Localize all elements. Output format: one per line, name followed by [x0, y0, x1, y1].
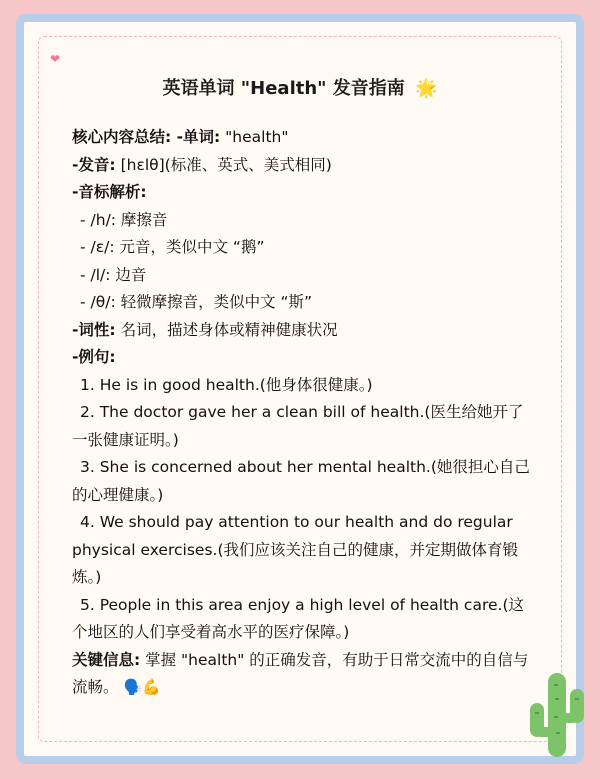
speaking-muscle-icon: 🗣️💪: [123, 678, 161, 696]
pos-label: -词性:: [72, 320, 116, 339]
word-label: -单词:: [171, 128, 221, 146]
title-text: 英语单词 "Health" 发音指南: [162, 78, 405, 99]
content-body: [72, 124, 532, 702]
word-value: "health": [220, 128, 289, 146]
summary-label: 核心内容总结:: [72, 128, 172, 146]
sun-icon: 🌟: [415, 78, 438, 99]
pronunciation-value: [hɛlθ](标准、英式、美式相同): [115, 155, 332, 174]
phonetic-item-l: - /l/: 边音: [80, 265, 147, 284]
heart-icon: ❤: [50, 52, 61, 66]
pos-line: [72, 317, 532, 345]
example-4: 4. We should pay attention to our health and do regular physical exercises.(我们应该关注自己的健康，并定期做体育锻炼。): [72, 513, 518, 586]
example-5: 5. People in this area enjoy a high level of health care.(这个地区的人们享受着高水平的医疗保障。): [72, 595, 524, 641]
phonetic-item-th: - /θ/: 轻微摩擦音，类似中文 “斯”: [80, 293, 313, 311]
key-info-text: 掌握 "health" 的正确发音，有助于日常交流中的自信与流畅。: [72, 650, 529, 696]
examples-label: -例句:: [72, 348, 116, 366]
example-2: 2. The doctor gave her a clean bill of health.(医生给她开了一张健康证明。): [72, 403, 524, 449]
pronunciation-line: [72, 152, 532, 180]
key-info-label: 关键信息:: [72, 650, 141, 669]
example-3: 3. She is concerned about her mental health.(她很担心自己的心理健康。): [72, 458, 530, 504]
cactus-icon: [528, 665, 586, 757]
pronunciation-label: -发音:: [72, 155, 116, 174]
page-title: [0, 74, 600, 100]
example-1: 1. He is in good health.(他身体很健康。): [80, 375, 373, 394]
pos-value: 名词，描述身体或精神健康状况: [115, 320, 338, 339]
phonetic-item-h: - /h/: 摩擦音: [80, 210, 168, 229]
phonetics-label: -音标解析:: [72, 183, 147, 201]
phonetic-item-e: - /ɛ/: 元音，类似中文 “鹅”: [80, 238, 265, 256]
summary-line: [72, 124, 532, 152]
key-info: [72, 647, 532, 702]
